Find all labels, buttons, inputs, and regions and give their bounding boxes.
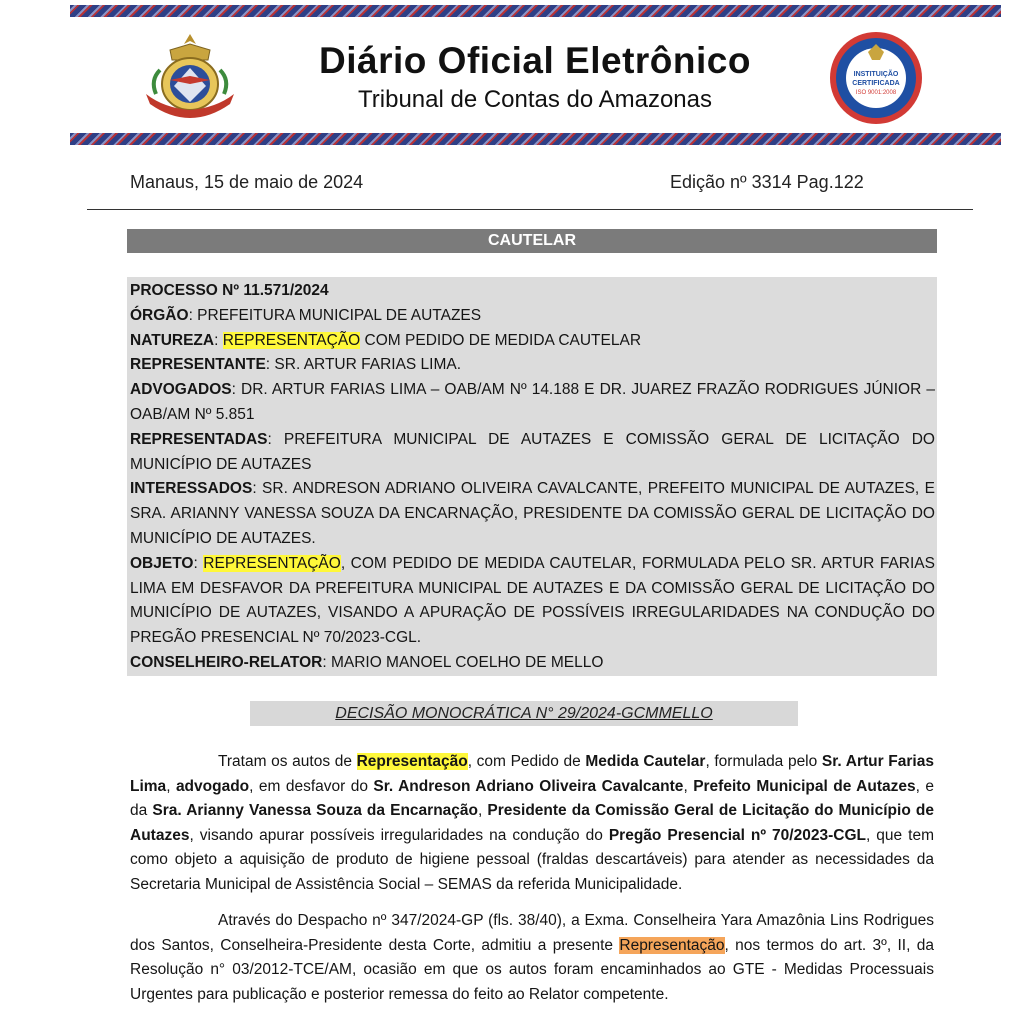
seal-line-1: INSTITUIÇÃO bbox=[853, 71, 899, 78]
iso-certification-seal bbox=[828, 30, 924, 126]
natureza-label: NATUREZA bbox=[130, 331, 215, 349]
coat-of-arms-logo bbox=[140, 30, 240, 126]
paragraph-2 bbox=[130, 909, 934, 1007]
p1-bold: Prefeito Municipal de Autazes bbox=[693, 777, 916, 795]
p1-text: Tratam os autos de bbox=[218, 753, 357, 770]
objeto-pre: : bbox=[193, 554, 204, 572]
p1-bold: Sr. Artur Farias Lima bbox=[130, 753, 934, 795]
masthead-top-band bbox=[70, 5, 1001, 17]
masthead-subtitle: Tribunal de Contas do Amazonas bbox=[358, 86, 712, 113]
objeto-label: OBJETO bbox=[130, 554, 194, 572]
section-title-bar: CAUTELAR bbox=[127, 229, 937, 253]
seal-line-3: ISO 9001:2008 bbox=[855, 90, 897, 96]
p1-bold: advogado bbox=[175, 777, 250, 795]
advogados-line bbox=[130, 378, 935, 428]
masthead-title: Diário Oficial Eletrônico bbox=[319, 40, 751, 81]
p1-highlight: Representação bbox=[356, 753, 468, 770]
decision-title: DECISÃO MONOCRÁTICA N° 29/2024-GCMMELLO bbox=[250, 701, 798, 726]
natureza-line bbox=[130, 329, 935, 354]
p1-text: , que tem como objeto a aquisição de produto de higiene pessoal (fraldas descartáveis) para atender as necessidades da Secretaria Municipal de Assistência Social – SEMAS da referida Municipalidade. bbox=[130, 826, 934, 893]
p1-text: , bbox=[683, 777, 694, 795]
publication-date: Manaus, 15 de maio de 2024 bbox=[130, 172, 364, 192]
p1-bold: Presidente da Comissão Geral de Licitação do Município de Autazes bbox=[130, 802, 934, 844]
representadas-value: : PREFEITURA MUNICIPAL DE AUTAZES E COMISSÃO GERAL DE LICITAÇÃO DO MUNICÍPIO DE AUTAZES bbox=[130, 430, 935, 473]
relator-value: : MARIO MANOEL COELHO DE MELLO bbox=[322, 653, 604, 671]
p1-text: , com Pedido de bbox=[467, 753, 586, 770]
p1-text: , bbox=[478, 802, 488, 819]
orgao-label: ÓRGÃO bbox=[130, 306, 189, 324]
masthead-bottom-band bbox=[70, 133, 1001, 145]
header-divider bbox=[87, 209, 973, 210]
objeto-line bbox=[130, 552, 935, 651]
advogados-value: : DR. ARTUR FARIAS LIMA – OAB/AM Nº 14.188 E DR. JUAREZ FRAZÃO RODRIGUES JÚNIOR – OAB/AM Nº 5.851 bbox=[130, 381, 935, 423]
natureza-pre: : bbox=[214, 331, 223, 349]
representante-label: REPRESENTANTE bbox=[130, 356, 266, 374]
process-number bbox=[130, 279, 935, 304]
p2-highlight: Representação bbox=[619, 936, 725, 954]
process-metadata bbox=[130, 279, 935, 676]
objeto-highlight: REPRESENTAÇÃO bbox=[203, 554, 341, 572]
p1-bold: Pregão Presencial nº 70/2023-CGL bbox=[608, 826, 866, 844]
p1-text: , e da bbox=[130, 777, 934, 819]
process-number-label: PROCESSO Nº 11.571/2024 bbox=[130, 282, 329, 299]
advogados-label: ADVOGADOS bbox=[130, 381, 232, 399]
orgao-line bbox=[130, 304, 935, 329]
p1-text: , bbox=[166, 777, 176, 795]
orgao-value: : PREFEITURA MUNICIPAL DE AUTAZES bbox=[188, 306, 482, 324]
representadas-label: REPRESENTADAS bbox=[130, 430, 268, 448]
representante-value: : SR. ARTUR FARIAS LIMA. bbox=[265, 356, 462, 374]
interessados-line bbox=[130, 477, 935, 551]
p1-bold: Sr. Andreson Adriano Oliveira Cavalcante bbox=[373, 777, 684, 795]
paragraph-1 bbox=[130, 750, 934, 897]
representadas-line bbox=[130, 428, 935, 478]
interessados-value: : SR. ANDRESON ADRIANO OLIVEIRA CAVALCANTE, PREFEITO MUNICIPAL DE AUTAZES, E SRA. ARIANNY VANESSA SOUZA DA ENCARNAÇÃO, PRESIDENTE DA COMISSÃO GERAL DE LICITAÇÃO DO MUNICÍPIO DE AUTAZES. bbox=[130, 480, 935, 547]
p1-bold: Medida Cautelar bbox=[585, 753, 706, 770]
decision-body bbox=[130, 750, 934, 1019]
natureza-highlight: REPRESENTAÇÃO bbox=[222, 331, 361, 349]
seal-line-2: CERTIFICADA bbox=[852, 80, 900, 87]
p1-text: , formulada pelo bbox=[705, 753, 822, 770]
relator-label: CONSELHEIRO-RELATOR bbox=[130, 653, 323, 671]
relator-line bbox=[130, 651, 935, 676]
interessados-label: INTERESSADOS bbox=[130, 480, 253, 498]
p1-text: , em desfavor do bbox=[249, 777, 374, 795]
p2-text: Através do Despacho nº 347/2024-GP (fls. 38/40), a Exma. Conselheira Yara Amazônia Lins Rodrigues dos Santos, Conselheira-Presidente desta Corte, admitiu a presente bbox=[130, 912, 934, 954]
p1-bold: Sra. Arianny Vanessa Souza da Encarnação bbox=[152, 802, 478, 819]
edition-page-number: Edição nº 3314 Pag.122 bbox=[670, 172, 864, 192]
objeto-post: , COM PEDIDO DE MEDIDA CAUTELAR, FORMULADA PELO SR. ARTUR FARIAS LIMA EM DESFAVOR DA PREFEITURA MUNICIPAL DE AUTAZES E DA COMISSÃO GERAL DE LICITAÇÃO DO MUNICÍPIO DE AUTAZES, VISANDO A APURAÇÃO DE POSSÍVEIS IRREGULARIDADES NA CONDUÇÃO DO PREGÃO PRESENCIAL Nº 70/2023-CGL. bbox=[130, 554, 935, 647]
representante-line bbox=[130, 353, 935, 378]
p1-text: , visando apurar possíveis irregularidades na condução do bbox=[189, 826, 609, 844]
p2-text: , nos termos do art. 3º, II, da Resolução n° 03/2012-TCE/AM, ocasião em que os autos foram encaminhados ao GTE - Medidas Processuais Urgentes para publicação e posterior remessa do feito ao Relator competente. bbox=[130, 936, 935, 1003]
natureza-post: COM PEDIDO DE MEDIDA CAUTELAR bbox=[360, 331, 642, 349]
